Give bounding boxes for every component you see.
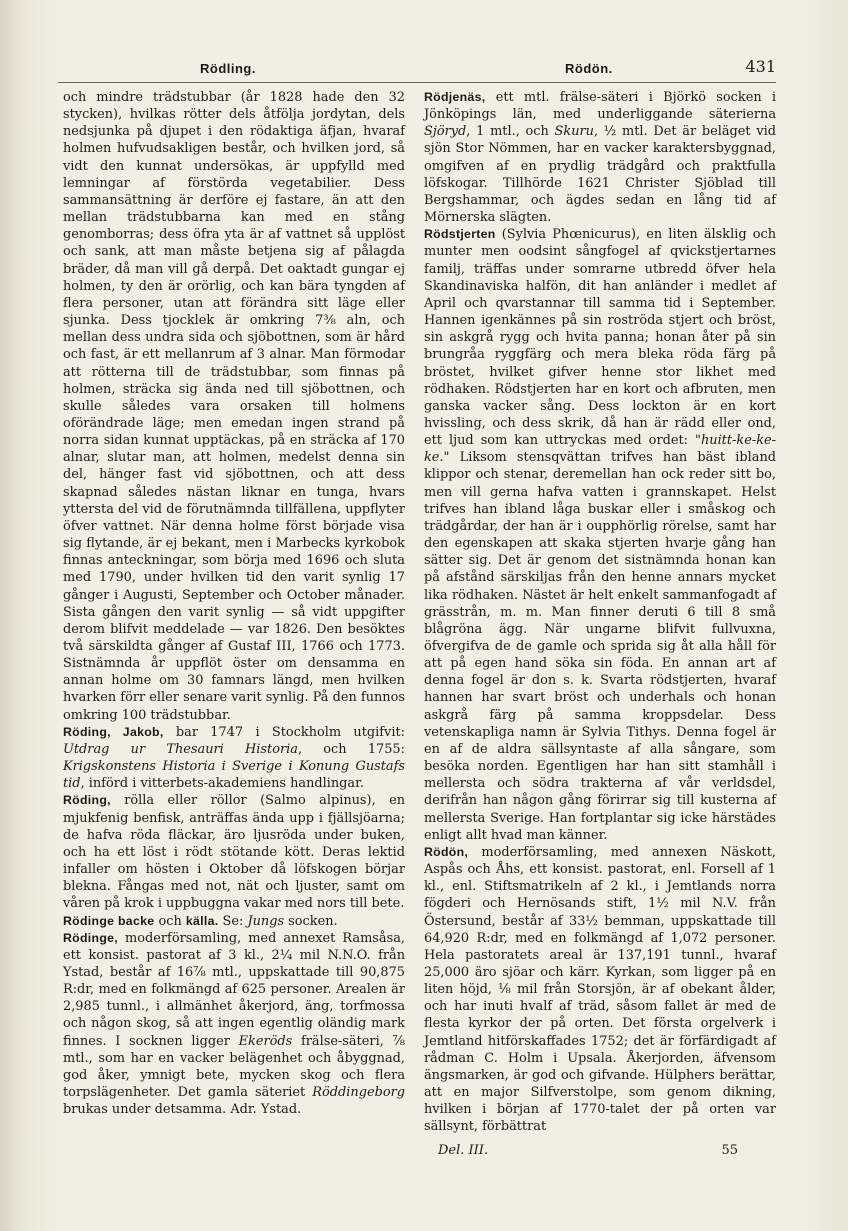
entry-paragraph — [63, 724, 405, 793]
entry-paragraph — [63, 913, 405, 930]
entry-italic: Skuru — [554, 124, 594, 140]
entry-headword: Röding, — [63, 793, 111, 808]
entry-text: ett mtl. frälse-säteri i Björkö socken i Jönköpings län, med underliggande säterierna — [424, 90, 776, 123]
entry-headword: källa. — [185, 913, 219, 928]
entry-text: bar 1747 i Stockholm utgifvit: — [163, 724, 405, 740]
entry-paragraph — [424, 844, 776, 1136]
entry-text: rölla eller röllor (Salmo alpinus), en mjukfenig benfisk, anträffas ända upp i fjällsjöarna; de hafva röda fläckar, äro ljusröda under buken, och ha ett löst i rödt stötande kött. Deras lektid infaller om hösten i Oktober då löfskogen börjar blekna. Fångas med not, nät och ljuster, samt om våren på krok i uppbuggna vakar med nors till bete. — [63, 793, 405, 912]
entry-text: , och 1755: — [297, 741, 405, 757]
entry-headword: Rödinge, — [63, 930, 118, 945]
entry-text: Se: — [218, 913, 248, 929]
page-number: 431 — [745, 57, 776, 76]
header-right-catchword: Rödön. — [565, 61, 613, 76]
entry-italic: "huitt-ke-ke-ke." — [424, 433, 776, 466]
entry-text: moderförsamling, med annexet Ramsåsa, ett konsist. pastorat af 3 kl., 2¼ mil N.N.O. från Ystad, består af 16⅞ mtl., uppskattade till 90,875 R:dr, med en folkmängd af 625 personer. Arealen är 2,985 tunnl., i allmänhet åkerjord, äng, torfmossa och någon skog, så att ingen egentlig oländig mark finnes. I socknen ligger — [63, 930, 405, 1049]
entry-text: brukas under detsamma. Adr. Ystad. — [63, 1102, 302, 1118]
entry-italic: Sjöryd — [424, 124, 467, 140]
entry-text: moderförsamling, med annexen Näskott, Aspås och Åhs, ett konsist. pastorat, enl. Forsell af 1 kl., enl. Stiftsmatrikeln af 2 kl., i Jemtlands norra fögderi och Hernösands stift, 1½ mil N.V. från Östersund, består af 33½ bemman, uppskattade till 64,920 R:dr, med en folkmängd af 1,072 personer. Hela pastoratets areal är 137,191 tunnl., hvaraf 25,000 äro sjöar och kärr. Kyrkan, som ligger på en liten höjd, ⅛ mil från Storsjön, är af obekant ålder, och har inuti hvalf af träd, såsom fallet är med de flesta kyrkor der på orten. Det första orgelverk i Jemtland hitförskaffades 1752; det är förfärdigadt af rådman C. Holm i Upsala. Åkerjorden, äfvensom ängsmarken, är god och gifvande. Hülphers berättar, att en major Silfverstolpe, som genom dikning, hvilken i början af 1770-talet der på orten var sällsynt, förbättrat — [424, 844, 776, 1135]
page-footer — [424, 1143, 776, 1163]
left-column — [63, 89, 405, 1118]
entry-text: , införd i vitterbets-akademiens handlingar. — [80, 776, 364, 792]
header-rule — [58, 82, 776, 83]
right-column — [424, 89, 776, 1136]
entry-headword: Rödinge backe — [63, 913, 155, 928]
entry-italic: Ekeröds — [238, 1033, 293, 1049]
entry-paragraph — [424, 89, 776, 226]
entry-italic: Jungs — [247, 913, 285, 929]
entry-italic: Krigskonstens Historia i Sverige i Konung Gustafs tid — [63, 759, 405, 792]
entry-paragraph — [424, 226, 776, 844]
entry-headword: Rödjenäs, — [424, 90, 486, 104]
entry-italic: Röddingeborg — [312, 1085, 405, 1101]
entry-text: , ½ mtl. Det är beläget vid sjön Stor Nömmen, har en vacker karaktersbyggnad, omgifven af en prydlig trädgård och praktfulla löfskogar. Tillhörde 1621 Christer Sjöblad till Bergshammar, och ägdes sedan en lång tid af Mörnerska slägten. — [424, 124, 776, 226]
entry-headword: Rödstjerten — [424, 227, 496, 242]
entry-text: (Sylvia Phœnicurus), en liten älsklig och munter men oodsint sångfogel af qvickstjertarnes familj, träffas under somrarne utbredd öfver hela Skandinaviska halfön, dit han anländer i medlet af April och qvarstannar till samma tid i September. Hannen igenkännes på sin roströda stjert och bröst, sin askgrå rygg och hvita panna; honan åter på sin brungråa ryggfärg och mera bleka röda färg på bröstet, hvilket gifver henne stor likhet med rödhaken. Rödstjerten har en kort och afbruten, men ganska vacker sång. Dess lockton är en kort hvissling, och dess skrik, då han är rädd eller ond, ett ljud som kan uttryckas med ordet: — [424, 227, 776, 449]
entry-headword: Röding, Jakob, — [63, 724, 164, 739]
entry-headword: Rödön, — [424, 844, 469, 859]
running-header — [60, 57, 776, 83]
sheet-number: 55 — [721, 1143, 738, 1158]
entry-text: och — [154, 913, 186, 929]
entry-paragraph — [63, 792, 405, 912]
entry-text: , 1 mtl., och — [466, 124, 555, 140]
header-left-catchword: Rödling. — [200, 61, 256, 76]
entry-text: Liksom stensqvättan trifves han bäst ibland klippor och stenar, deremellan han ock reder sitt bo, men vill gerna hafva vatten i grannskapet. Helst trifves han ibland låga buskar eller i småskog och trädgårdar, der han är i oupphörlig rörelse, samt har den egenskapen att skaka stjerten hvarje gång han sätter sig. Det är genom det sistnämnda honan kan på afstånd särskiljas från den henne annars mycket lika rödhaken. Nästet är helt enkelt sammanfogadt af grässtrån, m. m. Man finner deruti 6 till 8 små blågröna ägg. När ungarne blifvit fullvuxna, öfvergifva de de gamle och sprida sig åt alla håll för att på egen hand söka sin föda. En annan art af denna fogel är don s. k. Svarta rödstjerten, hvaraf hannen har svart bröst och underhals och honan askgrå färg på samma kroppsdelar. Dess vetenskapliga namn är Sylvia Tithys. Denna fogel är en af de aldra sällsyntaste af alla sångare, som besöka norden. Egentligen har han sitt stamhåll i mellersta och södra trakterna af vår verldsdel, derifrån han någon gång förirrar sig till kusterna af mellersta Sverige. Han fortplantar sig icke härstädes enligt allt hvad man känner. — [424, 450, 776, 843]
entry-italic: Utdrag ur Thesauri Historia — [63, 741, 298, 757]
entry-text: och mindre trädstubbar (år 1828 hade den 32 stycken), hvilkas rötter dels åtfölja jordytan, dels nedsjunka på djupet i den rödaktiga äfjan, hvaraf holmen hufvudsakligen består, och hvilken jord, så vidt den kunnat undersökas, är uppfylld med lemningar af förstörda vegetabilier. Dess sammansättning är derföre ej fastare, än att den mellan trädstubbarna kan med en stång genomborras; dess öfra yta är af vattnet så upplöst och sank, att man måste betjena sig af pålagda bräder, då man vill gå derpå. Det oaktadt gungar ej holmen, ty den är orörlig, och kan bära tyngden af flera personer, utan att förändra sitt läge eller sjunka. Dess tjocklek är omkring 7⅜ aln, och mellan dess undra sida och sjöbottnen, som är hård och fast, är ett mellanrum af 3 alnar. Man förmodar att rötterna till de trädstubbar, som finnas på holmen, sträcka sig ända ned till sjöbottnen, och skulle således vara orsaken till holmens oförändrade läge; men emedan ingen strand på norra sidan kunnat upptäckas, på en sträcka af 170 alnar, slutar man, att holmen, medelst denna sin del, hänger fast vid sjöbottnen, och att dess skapnad således nästan liknar en tunga, hvars yttersta del vid de förutnämnda tillfällena, uppflyter öfver vattnet. När denna holme först började visa sig flytande, är ej bekant, men i Marbecks kyrkobok finnas anteckningar, som börja med 1696 och sluta med 1790, under hvilken tid den varit synlig 17 gånger i Augusti, September och October månader. Sista gången den varit synlig — så vidt uppgifter derom blifvit meddelade — var 1826. Den besöktes två särskildta gånger af Gustaf III, 1766 och 1773. Sistnämnda år uppflöt öster om densamma en annan holme om 30 famnars längd, men hvilken hvarken förr eller senare varit synlig. På den funnos omkring 100 trädstubbar. — [63, 90, 405, 723]
signature-mark: Del. III. — [438, 1143, 489, 1158]
entry-text: frälse-säteri, ⅞ mtl., som har en vacker belägenhet och åbyggnad, god åker, ymnigt bete, mycken skog och flera torpslägenheter. Det gamla säteriet — [63, 1033, 405, 1101]
entry-paragraph — [63, 930, 405, 1119]
entry-paragraph — [63, 89, 405, 724]
entry-text: socken. — [284, 913, 338, 929]
